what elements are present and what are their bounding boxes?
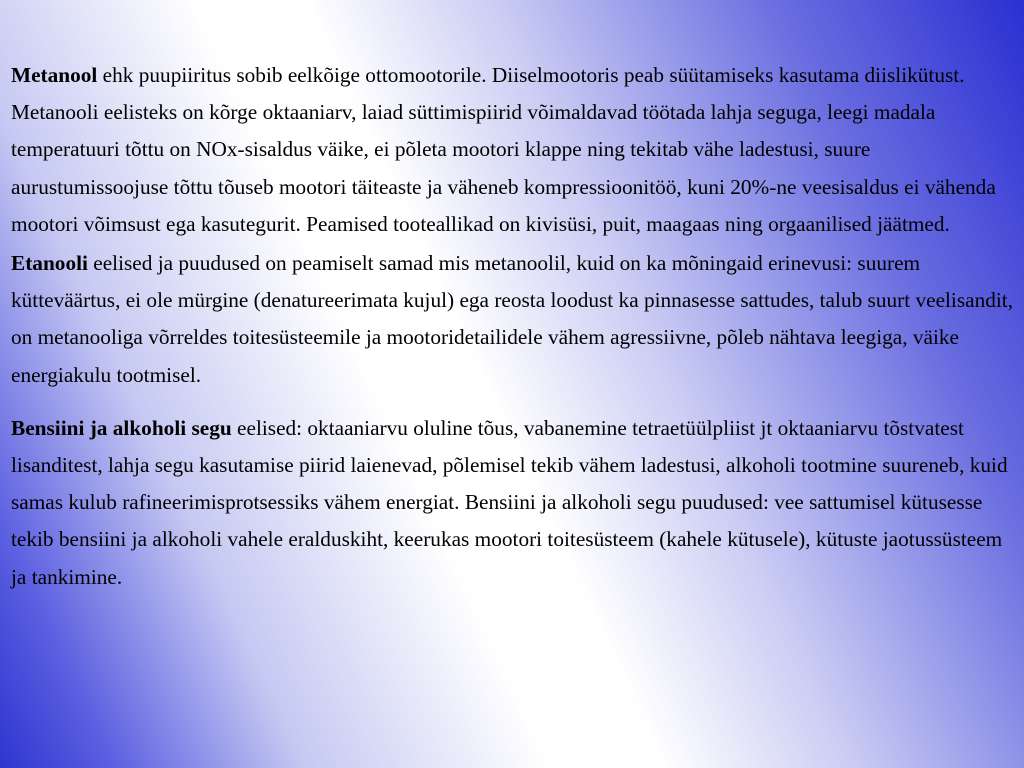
paragraph-methanol — [11, 57, 1016, 243]
paragraph-gasoline-alcohol-blend — [11, 410, 1016, 596]
paragraph-lead: Metanool — [11, 63, 98, 87]
slide-body — [11, 57, 1016, 596]
paragraph-text: ehk puupiiritus sobib eelkõige ottomootorile. Diiselmootoris peab süütamiseks kasutama diislikütust. Metanooli eelisteks on kõrge oktaaniarv, laiad süttimispiirid võimaldavad töötada lahja seguga, leegi madala temperatuuri tõttu on NOx-sisaldus väike, ei põleta mootori klappe ning tekitab vähe ladestusi, suure aurustumissoojuse tõttu tõuseb mootori täiteaste ja väheneb kompressioonitöö, kuni 20%-ne veesisaldus ei vähenda mootori võimsust ega kasutegurit. Peamised tooteallikad on kivisüsi, puit, maagaas ning orgaanilised jäätmed. — [11, 63, 996, 236]
paragraph-text: eelised: oktaaniarvu oluline tõus, vabanemine tetraetüülpliist jt oktaaniarvu tõstvatest lisanditest, lahja segu kasutamise piirid laienevad, põlemisel tekib vähem ladestusi, alkoholi tootmine suureneb, kuid samas kulub rafineerimisprotsessiks vähem energiat. Bensiini ja alkoholi segu puudused: vee sattumisel kütusesse tekib bensiini ja alkoholi vahele eralduskiht, keerukas mootori toitesüsteem (kahele kütusele), kütuste jaotussüsteem ja tankimine. — [11, 415, 1008, 589]
paragraph-text: eelised ja puudused on peamiselt samad mis metanoolil, kuid on ka mõningaid erinevusi: suurem kütteväärtus, ei ole mürgine (denatureerimata kujul) ega reosta loodust ka pinnasesse sattudes, talub suurt veelisandit, on metanooliga võrreldes toitesüsteemile ja mootoridetailidele vähem agressiivne, põleb nähtava leegiga, väike energiakulu tootmisel. — [11, 251, 1014, 387]
paragraph-lead: Bensiini ja alkoholi segu — [11, 415, 232, 440]
paragraph-ethanol — [11, 245, 1016, 394]
paragraph-lead: Etanooli — [11, 251, 88, 276]
